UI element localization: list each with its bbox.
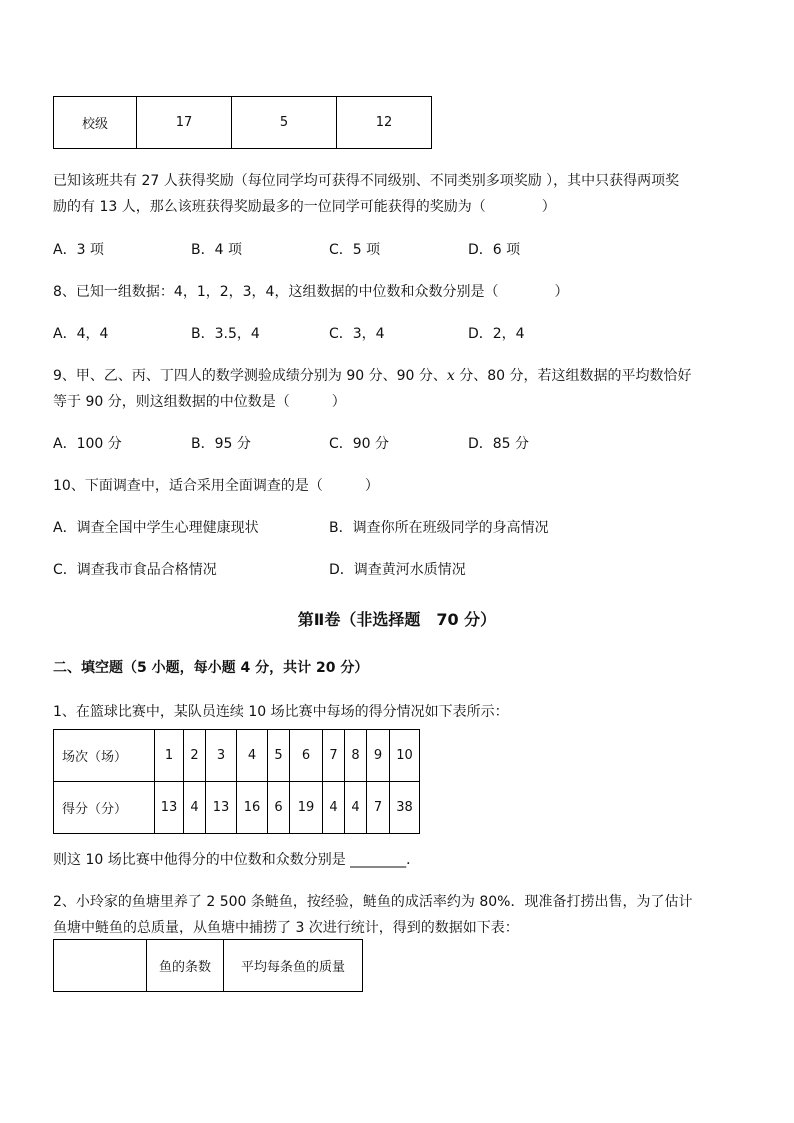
q10-option-b: B．调查你所在班级同学的身高情况 [329,520,549,536]
table-cell: 17 [137,97,232,149]
table-cell: 4 [237,730,268,782]
q9-stem-pre: 9、甲、乙、丙、丁四人的数学测验成绩分别为 90 分、90 分、 [53,368,447,384]
table-row [54,940,363,992]
q9-stem-post: 分、80 分，若这组数据的平均数恰好 [454,368,692,384]
table-cell: 4 [323,782,345,834]
table-cell: 5 [268,730,290,782]
table-header-cell: 鱼的条数 [147,940,224,992]
table-cell: 13 [206,782,237,834]
table-cell: 6 [290,730,323,782]
q8-option-b: B．3.5，4 [191,326,260,342]
q9-option-d: D．85 分 [468,436,530,452]
q9-option-a: A．100 分 [53,436,122,452]
q7-option-a: A．3 项 [53,242,104,258]
q8-option-d: D．2，4 [468,326,525,342]
table-cell: 2 [184,730,206,782]
q9-stem-line1 [53,365,692,385]
section-title: 第Ⅱ卷（非选择题 70 分） [297,610,497,629]
fill1-question: 则这 10 场比赛中他得分的中位数和众数分别是 ________． [53,852,421,868]
part2-heading: 二、填空题（5 小题，每小题 4 分，共计 20 分） [53,660,369,676]
fill2-stem-line1: 2、小玲家的鱼塘里养了 2 500 条鲢鱼，按经验，鲢鱼的成活率约为 80%．现准备打捞出售，为了估计 [53,894,693,910]
table-cell: 9 [367,730,390,782]
q7-stem-line2: 励的有 13 人，那么该班获得奖励最多的一位同学可能获得的奖励为（ ） [53,199,556,215]
fish-table [53,939,363,992]
table-cell: 16 [237,782,268,834]
q9-option-b: B．95 分 [191,436,251,452]
q10-option-a: A．调查全国中学生心理健康现状 [53,520,259,536]
table-cell: 5 [232,97,337,149]
table-cell: 3 [206,730,237,782]
table-header-cell: 得分（分） [54,782,155,834]
table-header-cell [54,940,147,992]
table-row [54,97,432,149]
q7-stem-line1: 已知该班共有 27 人获得奖励（每位同学均可获得不同级别、不同类别多项奖励 ），其中只获得两项奖 [53,173,680,189]
table-cell: 19 [290,782,323,834]
award-table [53,96,432,149]
q10-option-d: D．调查黄河水质情况 [329,562,466,578]
table-row [54,782,420,834]
score-table [53,729,420,834]
table-cell: 12 [337,97,432,149]
q9-stem-line2: 等于 90 分，则这组数据的中位数是（ ） [53,394,346,410]
table-cell: 7 [323,730,345,782]
q8-option-a: A．4，4 [53,326,109,342]
q10-stem: 10、下面调查中，适合采用全面调查的是（ ） [53,478,379,494]
table-cell: 13 [155,782,184,834]
table-header-cell: 场次（场） [54,730,155,782]
table-row [54,730,420,782]
table-cell: 校级 [54,97,137,149]
q8-stem: 8、已知一组数据：4，1，2，3，4，这组数据的中位数和众数分别是（ ） [53,284,569,300]
q8-option-c: C．3，4 [329,326,385,342]
table-cell: 4 [184,782,206,834]
table-header-cell: 平均每条鱼的质量 [224,940,363,992]
q9-variable: x [446,368,455,384]
q7-option-c: C．5 项 [329,242,381,258]
table-cell: 6 [268,782,290,834]
fill1-stem: 1、在篮球比赛中，某队员连续 10 场比赛中每场的得分情况如下表所示： [53,704,509,720]
table-cell: 8 [345,730,367,782]
table-cell: 1 [155,730,184,782]
table-cell: 7 [367,782,390,834]
table-cell: 4 [345,782,367,834]
q9-option-c: C．90 分 [329,436,390,452]
q7-option-d: D．6 项 [468,242,521,258]
q10-option-c: C．调查我市食品合格情况 [53,562,217,578]
q7-option-b: B．4 项 [191,242,242,258]
table-cell: 10 [390,730,420,782]
fill2-stem-line2: 鱼塘中鲢鱼的总质量，从鱼塘中捕捞了 3 次进行统计，得到的数据如下表： [53,920,519,936]
table-cell: 38 [390,782,420,834]
